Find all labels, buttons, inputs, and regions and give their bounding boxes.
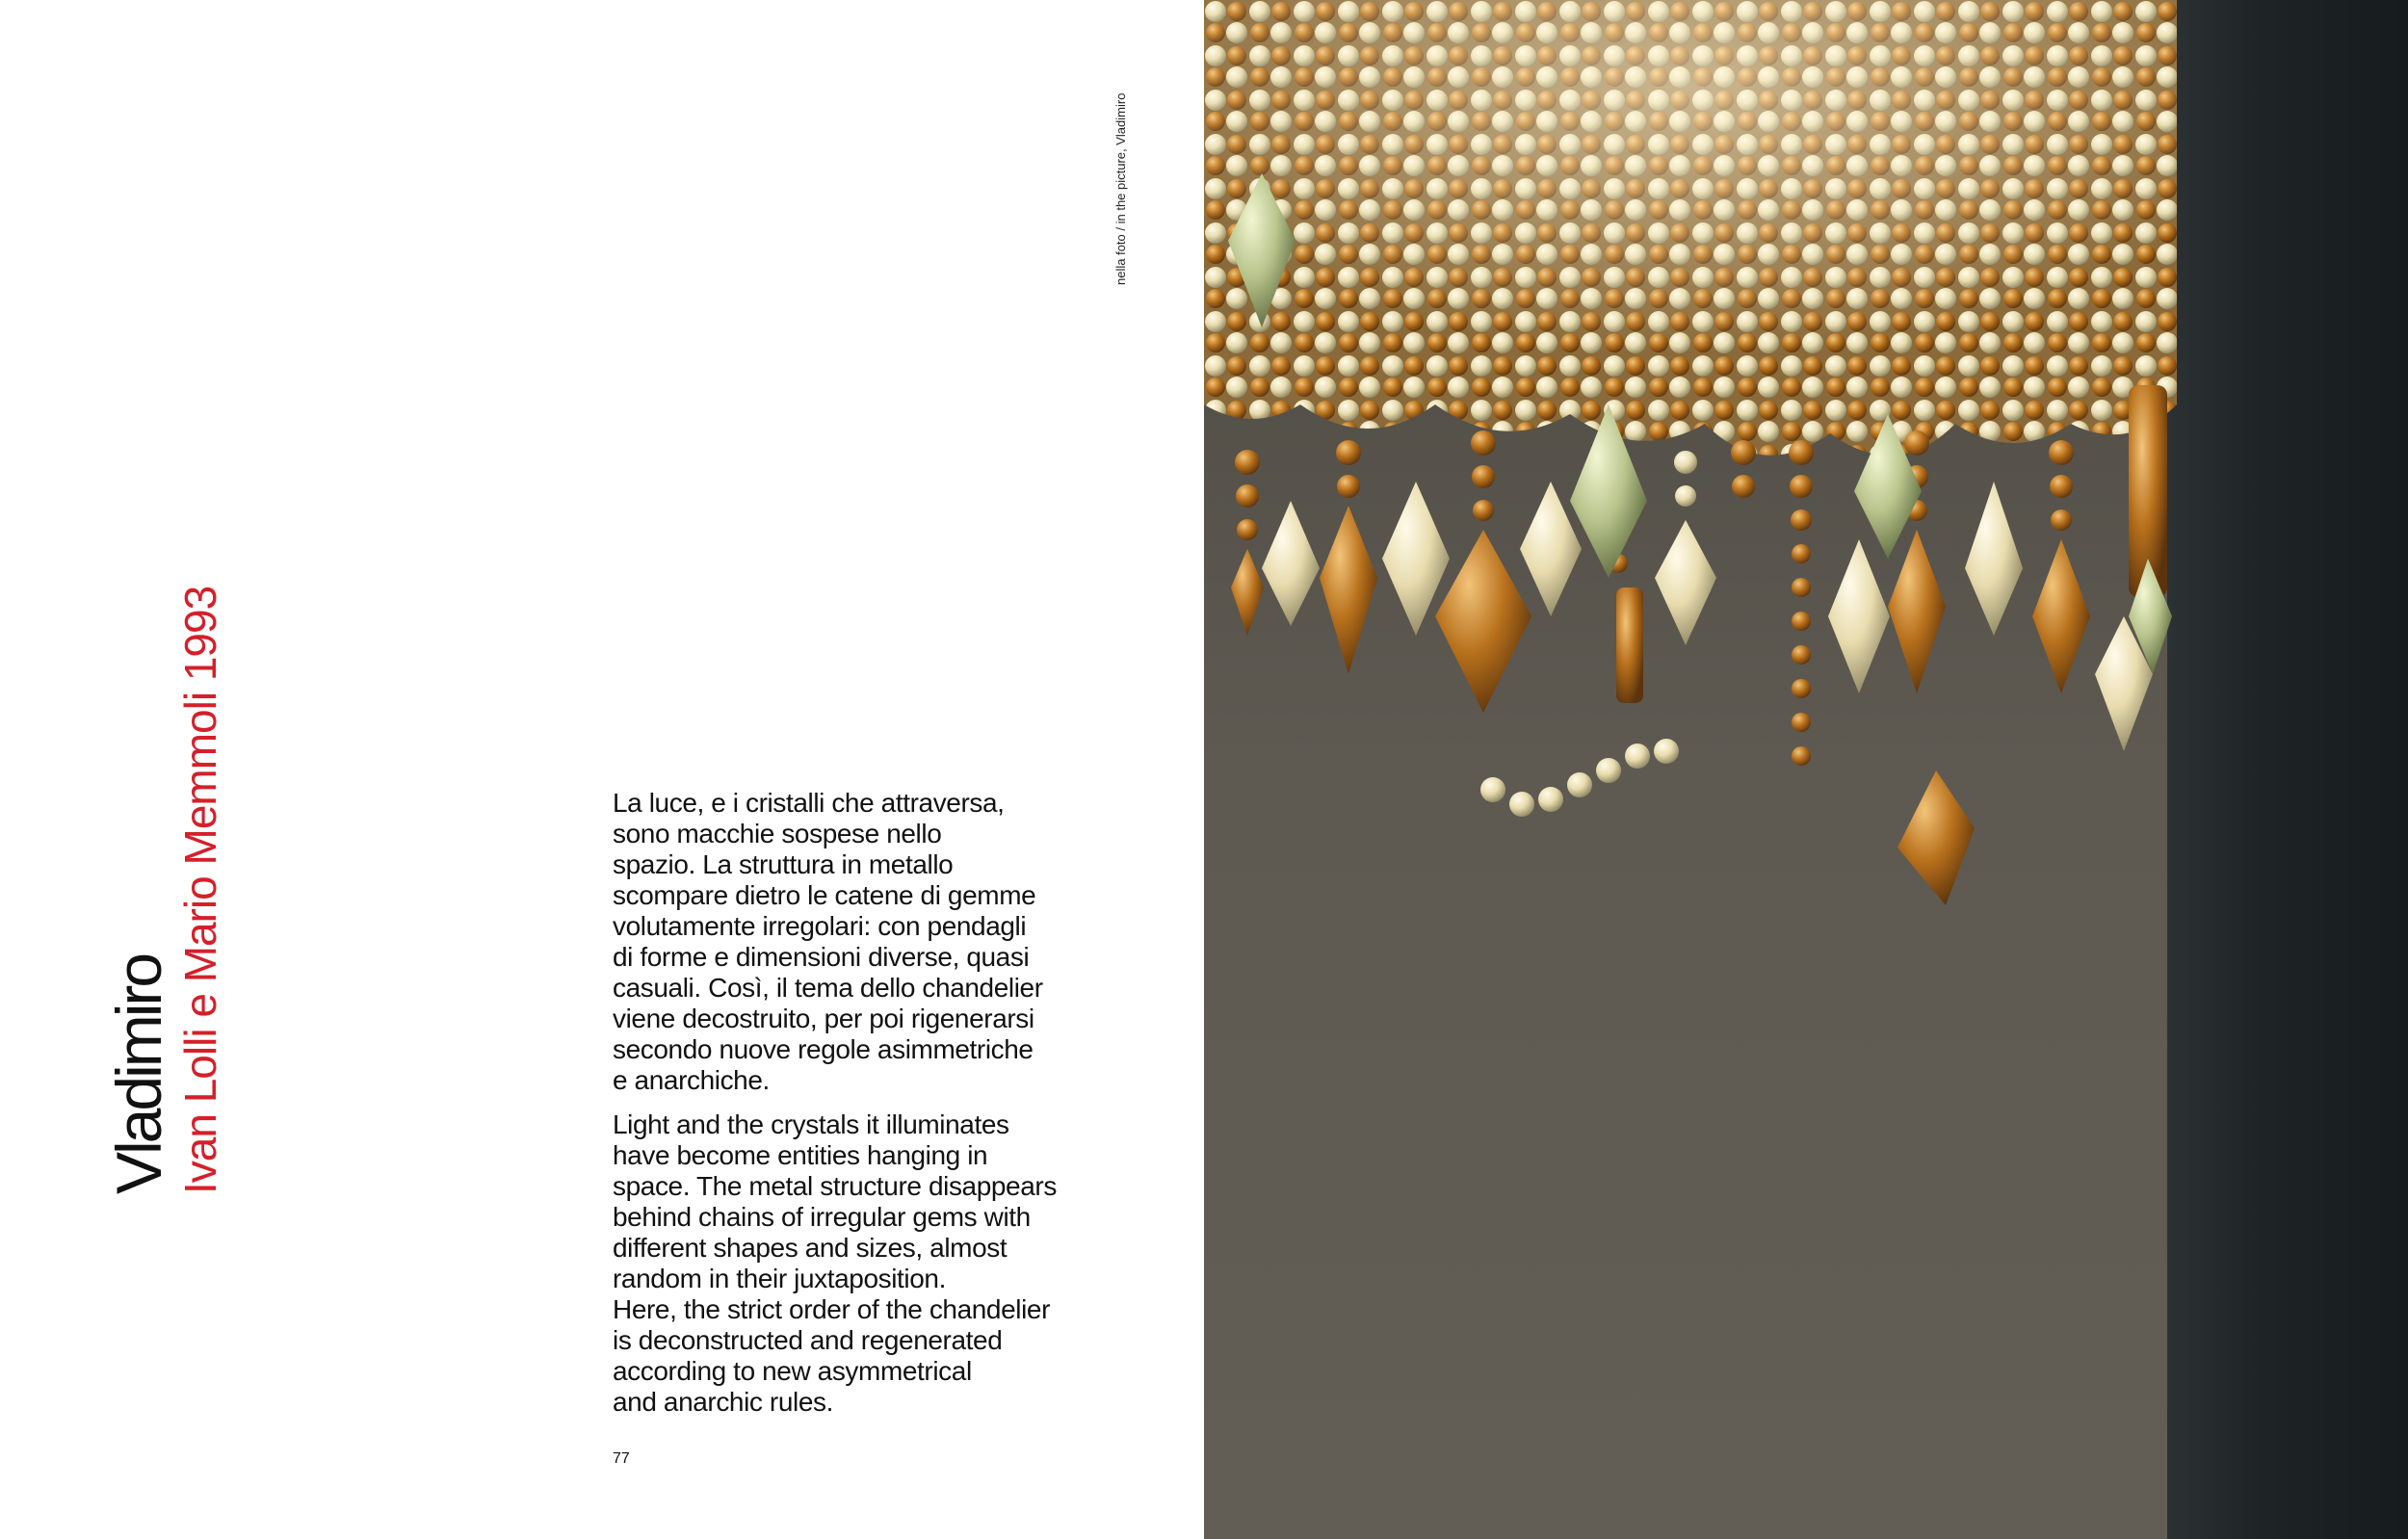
description-english: Light and the crystals it illuminates have become entities hanging in space. The metal structure disappears behind chains of irregular gems with different shapes and sizes, almost random in their juxtaposition. Here, the strict order of the chandelier is deconstructed and regenerated according to new asymmetrical and anarchic rules. <box>613 1109 1057 1417</box>
product-name: Vladimiro <box>103 954 174 1194</box>
description-text <box>613 788 1152 1418</box>
photo-caption: nella foto / in the picture, Vladimiro <box>1113 92 1128 285</box>
product-title-block <box>103 586 227 1194</box>
designer-credit: Ivan Lolli e Mario Memmoli 1993 <box>175 586 225 1194</box>
description-italian: La luce, e i cristalli che attraversa, sono macchie sospese nello spazio. La struttura in metallo scompare dietro le catene di gemme volutamente irregolari: con pendagli di forme e dimensioni diverse, quasi casuali. Così, il tema dello chandelier viene decostruito, per poi rigenerarsi secondo nuove regole asimmetriche e anarchiche. <box>613 788 1043 1095</box>
right-page <box>1204 0 2408 1539</box>
chandelier-photo <box>1204 0 2408 1539</box>
page-number: 77 <box>613 1450 630 1467</box>
